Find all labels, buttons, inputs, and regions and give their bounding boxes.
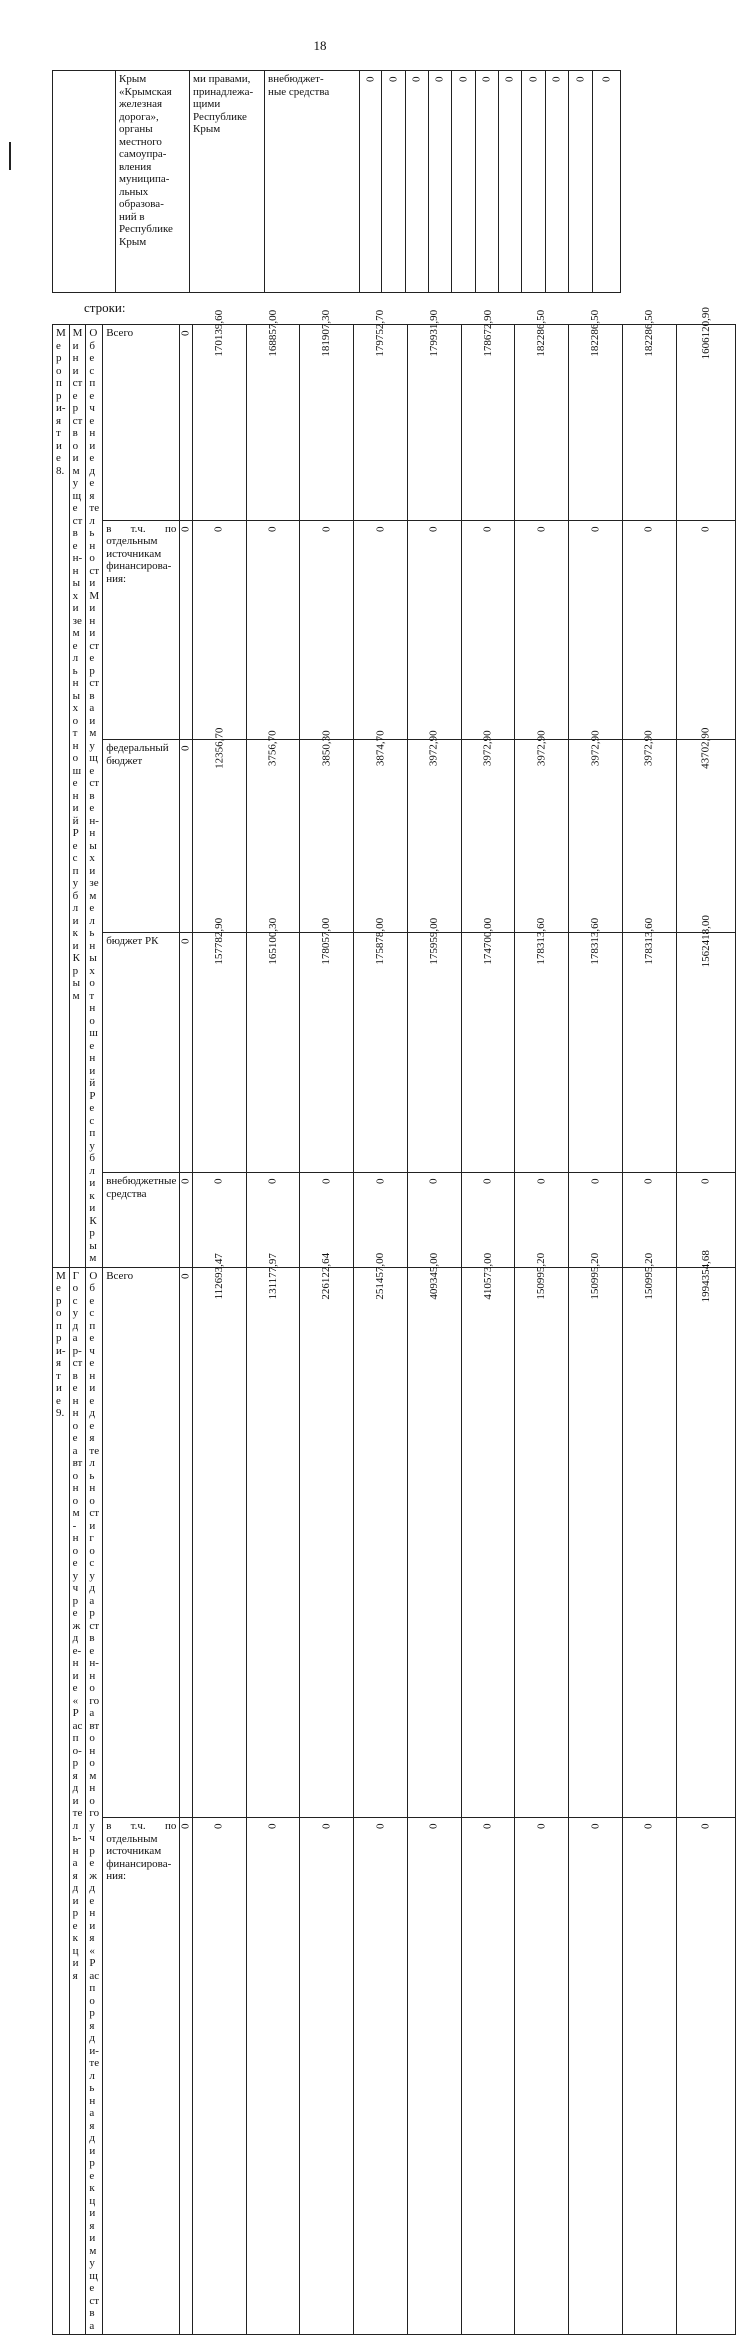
value-cell	[429, 71, 452, 293]
purpose-cell	[86, 1267, 103, 2335]
purpose-line: Крым	[193, 123, 221, 135]
value-cell	[180, 740, 193, 933]
purpose-line: деятельности	[89, 1407, 100, 1532]
source-line: отдельным	[106, 535, 158, 548]
value-cell	[515, 1252, 569, 1818]
value-text: 0	[266, 1823, 279, 1830]
executor-line: вления	[119, 160, 152, 173]
purpose-line: «Распоряди-	[89, 1944, 100, 2057]
purpose-line: щими	[193, 98, 221, 110]
value-text: 179931,90	[427, 309, 440, 357]
value-text: 0	[374, 526, 387, 532]
value-cell	[515, 730, 569, 933]
value-cell	[676, 915, 735, 1173]
value-cell	[246, 520, 300, 739]
executor-line: Республике	[119, 223, 173, 235]
value-cell	[246, 1252, 300, 1818]
executor-line: и	[72, 602, 79, 614]
source-line: источникам	[106, 1845, 162, 1858]
margin-mark	[9, 142, 11, 170]
value-text: 150995,20	[535, 1252, 548, 1300]
value-text: 226122,64	[320, 1252, 333, 1300]
executor-line: автоном-	[72, 1444, 83, 1532]
value-text: 3756,70	[266, 730, 279, 767]
value-cell	[452, 71, 476, 293]
purpose-line: Крым	[89, 1214, 97, 1264]
value-cell	[461, 1252, 515, 1818]
measure-name-line: ятие 9.	[56, 1357, 65, 1419]
value-cell	[476, 71, 499, 293]
executor-line: самоупра-	[119, 148, 167, 160]
purpose-line: тельная	[89, 2057, 100, 2132]
executor-line: органы	[119, 123, 153, 135]
purpose-line: автономного	[89, 1707, 100, 1819]
value-cell	[622, 918, 676, 1173]
section-label: строки:	[84, 300, 126, 315]
value-text: 0	[212, 1178, 225, 1185]
value-cell	[360, 71, 382, 293]
value-text: 0	[574, 76, 587, 82]
value-cell	[499, 71, 522, 293]
value-cell	[676, 1818, 735, 2335]
value-text: 410573,00	[481, 1252, 494, 1300]
value-text: 0	[179, 330, 192, 336]
executor-line: «Крымская	[119, 85, 172, 98]
value-text: 3972,90	[589, 730, 602, 767]
source-line: внебюджет-	[268, 73, 324, 85]
value-text: 0	[642, 1178, 655, 1185]
executor-line: железная	[119, 98, 163, 110]
executor-line: ное	[72, 1532, 79, 1569]
executor-line: Государ-	[72, 1269, 82, 1357]
purpose-line: ного	[89, 1669, 100, 1707]
value-cell	[246, 309, 300, 521]
value-text: 131177,97	[266, 1252, 279, 1299]
purpose-cell	[86, 325, 103, 1268]
value-text: 12356,70	[212, 727, 225, 769]
value-cell	[407, 1252, 461, 1818]
funding-source-cell	[103, 325, 180, 521]
purpose-line: имущества	[89, 2232, 100, 2332]
value-cell	[354, 730, 408, 933]
value-cell	[354, 918, 408, 1173]
executor-line: учрежде-	[72, 1569, 82, 1657]
value-cell	[300, 1818, 354, 2335]
value-text: 3972,90	[535, 730, 548, 767]
value-cell	[569, 1818, 623, 2335]
value-text: 409345,00	[427, 1252, 440, 1300]
value-text: 0	[642, 1823, 655, 1830]
table-row	[53, 325, 736, 521]
value-text: 165100,30	[266, 918, 279, 965]
value-text: 0	[600, 76, 613, 82]
value-cell	[515, 1818, 569, 2335]
value-cell	[192, 1818, 246, 2335]
funding-source-cell	[103, 1173, 180, 1267]
funding-source-cell	[103, 1818, 180, 2335]
value-text: 0	[427, 526, 440, 532]
value-text: 0	[320, 1823, 333, 1830]
purpose-line: государствен-	[89, 1532, 100, 1669]
purpose-line: отношений	[89, 977, 98, 1089]
value-cell	[622, 1818, 676, 2335]
purpose-line: Министерства	[89, 589, 100, 714]
funding-source-cell	[265, 71, 360, 293]
measure-name-line: Меропри-	[56, 1269, 66, 1357]
value-text: 182286,50	[642, 309, 655, 357]
page-number: 18	[313, 38, 327, 53]
value-text: 0	[481, 1823, 494, 1830]
value-cell	[407, 309, 461, 521]
value-text: 3972,90	[481, 730, 494, 767]
value-cell	[246, 730, 300, 933]
value-cell	[354, 520, 408, 739]
value-cell	[461, 520, 515, 739]
value-text: 0	[266, 526, 279, 532]
value-text: 178313,60	[535, 918, 548, 965]
value-cell	[192, 520, 246, 739]
executor-line: имуществен-	[72, 452, 83, 564]
source-line: Всего	[106, 1269, 134, 1282]
value-cell	[569, 309, 623, 521]
value-cell	[622, 520, 676, 739]
name-cell	[53, 325, 70, 1268]
executor-line: льных	[119, 185, 149, 198]
value-text: 1994354,68	[699, 1249, 712, 1302]
value-cell	[461, 1818, 515, 2335]
source-line: ные средства	[268, 85, 330, 98]
value-cell	[407, 730, 461, 933]
purpose-line: Обеспечение	[89, 327, 98, 464]
value-text: 251457,00	[374, 1252, 387, 1300]
value-cell	[300, 309, 354, 521]
value-text: 112693,47	[212, 1252, 225, 1299]
value-text: 0	[179, 938, 192, 945]
source-line: в т.ч. по	[106, 1820, 177, 1833]
value-cell	[180, 520, 193, 739]
value-text: 178057,00	[320, 918, 333, 965]
value-text: 0	[535, 1178, 548, 1185]
value-text: 175959,00	[427, 918, 440, 965]
source-line: средства	[106, 1187, 147, 1200]
value-cell	[569, 1252, 623, 1818]
value-text: 0	[535, 526, 548, 532]
value-text: 0	[589, 526, 602, 532]
executor-line: Крым	[72, 952, 81, 1002]
value-text: 182286,50	[589, 309, 602, 357]
table-row	[53, 740, 736, 933]
purpose-line: учреждения	[89, 1819, 98, 1944]
purpose-line: имуществен-	[89, 714, 100, 827]
value-text: 0	[179, 526, 192, 532]
value-text: 0	[589, 1823, 602, 1830]
value-cell	[300, 1252, 354, 1818]
value-text: 0	[527, 76, 540, 82]
executor-line: дирекция	[72, 1882, 79, 1982]
table-row	[53, 1267, 736, 1818]
executor-line: образова-	[119, 198, 164, 210]
purpose-cell	[190, 71, 265, 293]
value-cell	[180, 933, 193, 1173]
value-text: 0	[457, 76, 470, 82]
value-text: 178672,90	[481, 309, 494, 357]
value-cell	[676, 307, 735, 521]
executor-line: ние	[72, 1657, 79, 1694]
executor-line: Крым	[119, 235, 147, 248]
purpose-line: ми правами,	[193, 73, 251, 85]
table-row	[53, 933, 736, 1173]
value-cell	[569, 918, 623, 1173]
value-text: 1606120,90	[699, 307, 712, 360]
value-text: 1562418,00	[699, 915, 712, 968]
source-line: Всего	[106, 327, 134, 339]
funding-source-cell	[103, 740, 180, 933]
executor-cell	[69, 1267, 86, 2335]
value-cell	[300, 918, 354, 1173]
value-cell	[461, 918, 515, 1173]
value-text: 0	[433, 76, 446, 82]
purpose-line: земельных	[89, 877, 99, 977]
value-text: 3850,30	[320, 730, 333, 767]
value-text: 178313,60	[642, 918, 655, 965]
value-text: 0	[642, 526, 655, 532]
value-text: 0	[410, 76, 423, 82]
value-text: 168857,00	[266, 309, 279, 357]
value-cell	[522, 71, 546, 293]
value-text: 178313,60	[589, 918, 602, 965]
executor-line: земельных	[72, 614, 82, 714]
value-cell	[180, 1173, 193, 1267]
value-text: 3972,90	[427, 730, 440, 767]
value-cell	[622, 1252, 676, 1818]
value-text: 0	[212, 526, 225, 532]
source-line: бюджет РК	[106, 935, 159, 948]
source-line: ния:	[106, 1870, 127, 1883]
value-cell	[180, 325, 193, 521]
table-row	[53, 1818, 736, 2335]
value-cell	[192, 918, 246, 1173]
value-text: 3972,90	[642, 730, 655, 767]
value-text: 0	[503, 76, 516, 82]
executor-line: Республики	[72, 827, 79, 952]
value-text: 0	[699, 1823, 712, 1830]
value-cell	[569, 520, 623, 739]
value-cell	[461, 309, 515, 521]
value-cell	[569, 71, 593, 293]
source-line: ния:	[106, 572, 127, 585]
value-text: 0	[320, 526, 333, 532]
executor-line: Крым	[119, 73, 147, 85]
value-cell	[622, 309, 676, 521]
value-text: 181907,30	[320, 309, 333, 357]
value-text: 0	[179, 745, 192, 752]
name-cell	[53, 1267, 70, 2335]
purpose-line: деятельности	[89, 464, 100, 589]
value-text: 0	[364, 76, 377, 82]
value-text: 43702,90	[699, 727, 712, 769]
executor-line: «Распо-	[72, 1694, 83, 1757]
value-cell	[676, 520, 735, 739]
empty-cell	[53, 71, 116, 293]
purpose-line: дирекция	[89, 2132, 96, 2232]
executor-line: ний в	[119, 210, 145, 223]
value-text: 0	[179, 1178, 192, 1185]
value-cell	[354, 1818, 408, 2335]
value-text: 170139,60	[212, 309, 225, 357]
source-line: федеральный	[106, 742, 169, 755]
value-cell	[569, 730, 623, 933]
funding-source-cell	[103, 520, 180, 739]
value-text: 0	[481, 526, 494, 532]
value-text: 0	[320, 1178, 333, 1185]
value-cell	[515, 918, 569, 1173]
value-cell	[406, 71, 429, 293]
source-line: внебюджетные	[106, 1175, 177, 1188]
purpose-line: Республике	[193, 110, 247, 123]
value-cell	[515, 520, 569, 739]
executor-line: муниципа-	[119, 173, 170, 185]
value-cell	[180, 1267, 193, 1818]
value-text: 0	[481, 1178, 494, 1185]
value-cell	[407, 520, 461, 739]
value-text: 175878,00	[374, 918, 387, 965]
measure-name-line: ятие 8.	[56, 414, 65, 477]
purpose-line: Обеспечение	[89, 1269, 98, 1407]
continuation-table	[52, 70, 621, 293]
value-cell	[407, 1818, 461, 2335]
value-cell	[676, 727, 735, 933]
table-row	[53, 520, 736, 739]
value-text: 0	[699, 526, 712, 532]
value-text: 0	[427, 1178, 440, 1185]
value-cell	[354, 309, 408, 521]
value-cell	[300, 520, 354, 739]
value-text: 0	[589, 1178, 602, 1185]
value-text: 0	[550, 76, 563, 82]
value-text: 0	[374, 1178, 387, 1185]
purpose-line: ных и	[89, 827, 97, 877]
value-text: 0	[179, 1273, 192, 1279]
source-line: бюджет	[106, 754, 143, 767]
value-text: 0	[179, 1823, 192, 1830]
executor-line: дорога»,	[119, 110, 159, 123]
value-text: 150995,20	[589, 1252, 602, 1300]
source-line: источникам	[106, 547, 162, 560]
value-cell	[593, 71, 621, 293]
executor-line: Министерство	[72, 327, 83, 452]
value-cell	[192, 1252, 246, 1818]
value-cell	[407, 918, 461, 1173]
purpose-line: принадлежа-	[193, 85, 254, 98]
value-cell	[180, 1818, 193, 2335]
executor-line: местного	[119, 135, 162, 148]
value-cell	[246, 918, 300, 1173]
value-cell	[515, 309, 569, 521]
value-cell	[546, 71, 569, 293]
table-row	[53, 1173, 736, 1267]
executor-line: отношений	[72, 714, 82, 827]
value-text: 0	[212, 1823, 225, 1830]
executor-line: ных	[72, 564, 81, 602]
value-text: 174700,00	[481, 918, 494, 965]
value-text: 182286,50	[535, 309, 548, 357]
value-text: 0	[699, 1178, 712, 1185]
value-cell	[246, 1818, 300, 2335]
funding-source-cell	[103, 1267, 180, 1818]
value-cell	[300, 730, 354, 933]
value-text: 0	[374, 1823, 387, 1830]
executor-line: ственное	[72, 1357, 83, 1444]
executor-line: рядитель-	[72, 1757, 83, 1844]
value-text: 0	[266, 1178, 279, 1185]
value-text: 179752,70	[374, 309, 387, 357]
executor-line: ная	[72, 1844, 79, 1882]
measure-name-line: Меропри-	[56, 327, 66, 414]
source-line: финансирова-	[106, 1857, 172, 1870]
funding-source-cell	[103, 933, 180, 1173]
value-text: 0	[535, 1823, 548, 1830]
value-text: 150995,20	[642, 1252, 655, 1300]
value-cell	[354, 1252, 408, 1818]
executor-cell	[116, 71, 190, 293]
executor-cell	[69, 325, 86, 1268]
source-line: в т.ч. по	[106, 522, 177, 535]
value-text: 157782,90	[212, 918, 225, 965]
value-cell	[461, 730, 515, 933]
value-text: 0	[387, 76, 400, 82]
value-text: 3874,70	[374, 730, 387, 767]
value-cell	[676, 1249, 735, 1818]
value-cell	[192, 727, 246, 933]
purpose-line: Республики	[89, 1089, 96, 1214]
value-cell	[382, 71, 406, 293]
source-line: отдельным	[106, 1832, 158, 1845]
value-text: 0	[480, 76, 493, 82]
value-cell	[192, 309, 246, 521]
value-cell	[622, 730, 676, 933]
source-line: финансирова-	[106, 560, 172, 573]
value-text: 0	[427, 1823, 440, 1830]
